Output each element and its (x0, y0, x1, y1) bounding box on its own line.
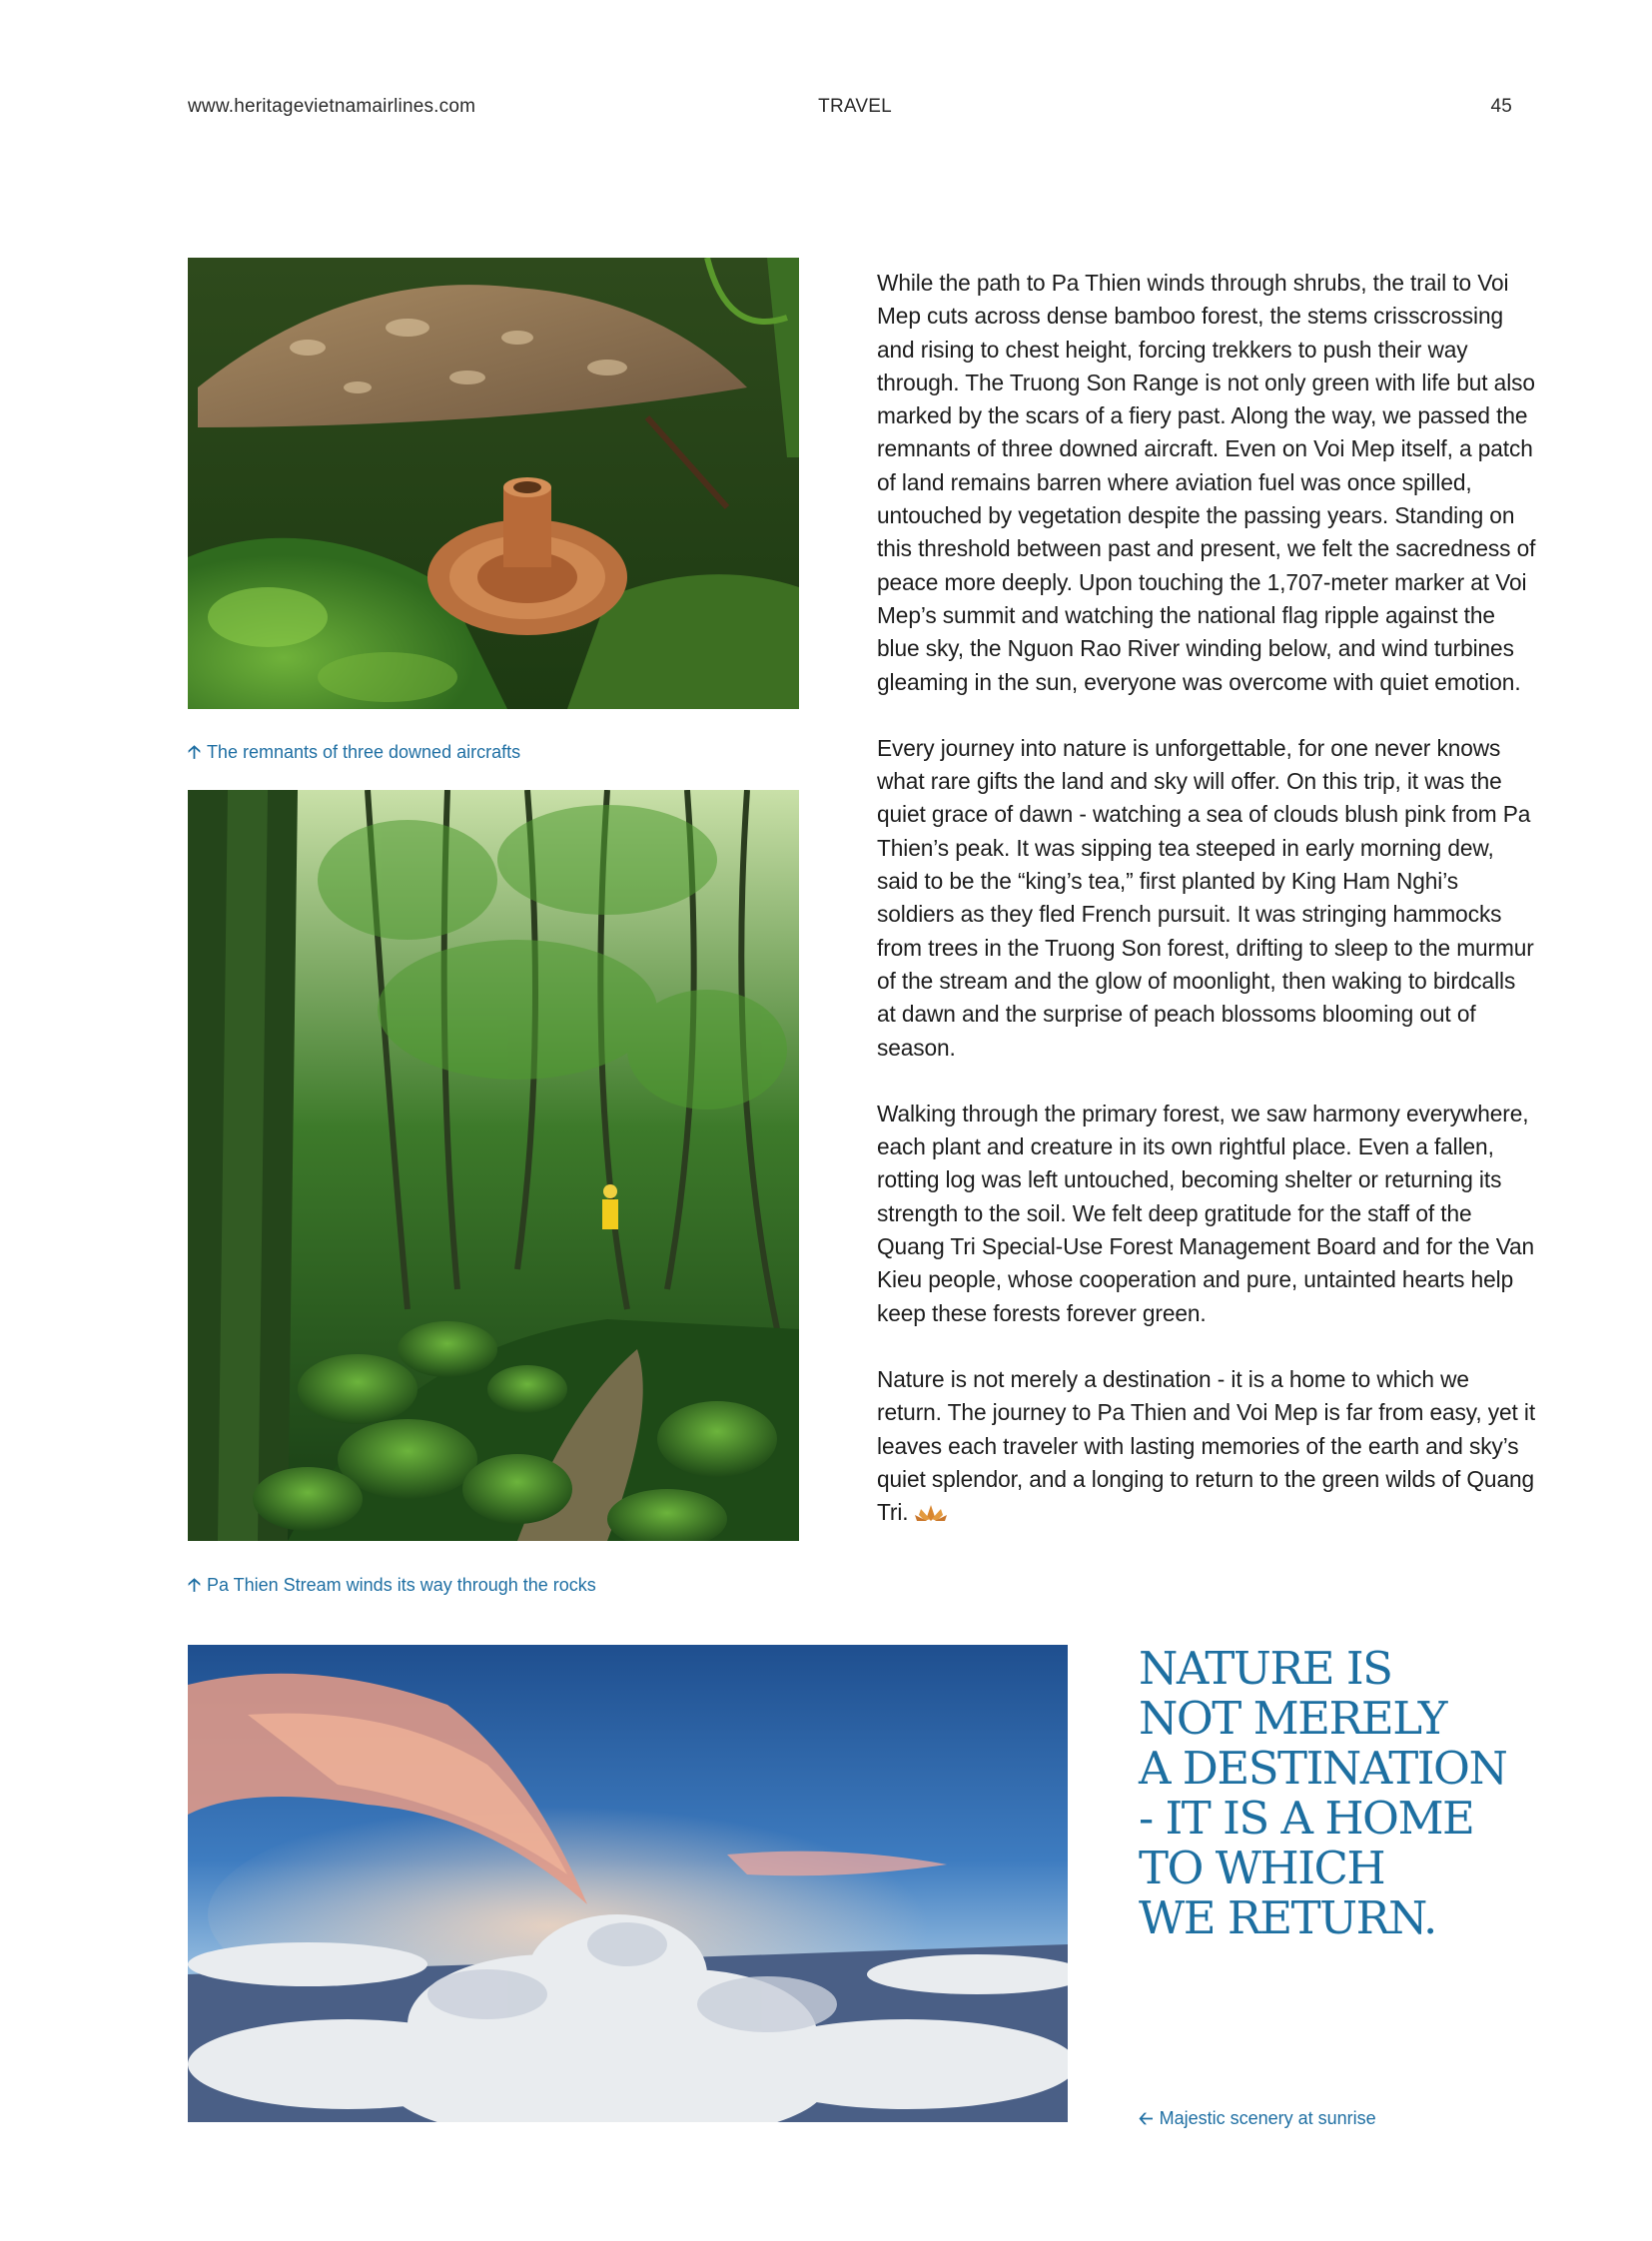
website-url: www.heritagevietnamairlines.com (188, 96, 476, 117)
paragraph-text: Nature is not merely a destination - it is a home to which we return. The journey to Pa Thien and Voi Mep is far from easy, yet it leaves each traveler with lasting memories of the earth and sky’s quiet splendor, and a longing to return to the green wilds of Quang Tri. (877, 1365, 1536, 1526)
quote-line: TO WHICH (1139, 1842, 1385, 1894)
caption-text: Pa Thien Stream winds its way through the rocks (206, 1575, 596, 1595)
aircraft-wreckage-photo (188, 258, 799, 709)
forest-stream-photo (188, 790, 799, 1541)
quote-line: NATURE IS (1139, 1642, 1392, 1695)
caption-text: The remnants of three downed aircrafts (206, 742, 521, 762)
forest-photo-caption (188, 1573, 596, 1603)
quote-line: WE RETURN. (1139, 1891, 1436, 1944)
arrow-up-icon: 🡡 (188, 742, 201, 762)
sunrise-clouds-photo (188, 1645, 1068, 2122)
pull-quote (1139, 1644, 1558, 1943)
quote-line: - IT IS A HOME (1139, 1792, 1474, 1845)
arrow-up-icon: 🡡 (188, 1575, 201, 1595)
article-body (877, 267, 1536, 1562)
aircraft-photo-caption (188, 740, 520, 770)
sunrise-photo-caption (1139, 2106, 1376, 2136)
quote-line: A DESTINATION (1139, 1742, 1507, 1795)
page-number: 45 (1490, 96, 1512, 117)
lotus-icon (915, 1503, 947, 1523)
paragraph: While the path to Pa Thien winds through shrubs, the trail to Voi Mep cuts across dense bamboo forest, the stems crisscrossing and rising to chest height, forcing trekkers to push their way through. The Truong Son Range is not only green with life but also marked by the scars of a fiery past. Along the way, we passed the remnants of three downed aircraft. Even on Voi Mep itself, a patch of land remains barren where aviation fuel was once spilled, untouched by vegetation despite the passing years. Standing on this threshold between past and present, we felt the sacredness of peace more deeply. Upon touching the 1,707-meter marker at Voi Mep’s summit and watching the national flag ripple against the blue sky, the Nguon Rao River winding below, and wind turbines gleaming in the sun, everyone was overcome with quiet emotion. (877, 270, 1536, 695)
paragraph: Every journey into nature is unforgettable, for one never knows what rare gifts the land and sky will offer. On this trip, it was the quiet grace of dawn - watching a sea of clouds blush pink from Pa Thien’s peak. It was sipping tea steeped in early morning dew, said to be the “king’s tea,” first planted by King Ham Nghi’s soldiers as they fled French pursuit. It was stringing hammocks from trees in the Truong Son forest, drifting to sleep to the murmur of the stream and the glow of moonlight, then waking to birdcalls at dawn and the surprise of peach blossoms blooming out of season. (877, 734, 1534, 1061)
arrow-left-icon: 🡠 (1139, 2108, 1154, 2128)
section-label: TRAVEL (818, 96, 892, 117)
caption-text: Majestic scenery at sunrise (1159, 2108, 1376, 2128)
paragraph (877, 1363, 1536, 1529)
paragraph: Walking through the primary forest, we saw harmony everywhere, each plant and creature in its own rightful place. Even a fallen, rotting log was left untouched, becoming shelter or returning its strength to the soil. We felt deep gratitude for the staff of the Quang Tri Special-Use Forest Management Board and for the Van Kieu people, whose cooperation and pure, untainted hearts help keep these forests forever green. (877, 1100, 1535, 1326)
quote-line: NOT MERELY (1139, 1692, 1446, 1745)
